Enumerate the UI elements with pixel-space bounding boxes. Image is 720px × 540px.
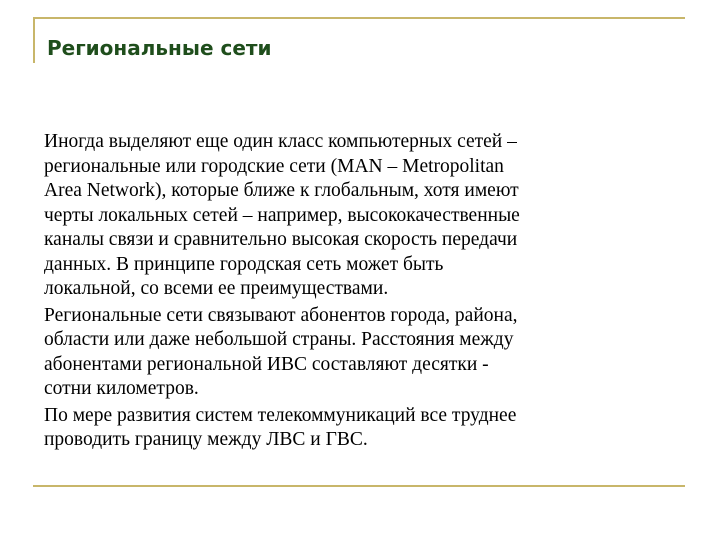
paragraph-regional-coverage <box>44 304 684 402</box>
text-line: Area Network), которые ближе к глобальным, хотя имеют <box>44 180 519 201</box>
text-line: каналы связи и сравнительно высокая скорость передачи <box>44 229 518 250</box>
slide-body <box>44 130 684 455</box>
text-line: данных. В принципе городская сеть может быть <box>44 253 444 275</box>
left-accent-rule <box>33 17 35 63</box>
paragraph-lan-wan-boundary <box>44 404 684 453</box>
paragraph-man-definition <box>44 130 684 302</box>
text-line: локальной, со всеми ее преимуществами. <box>44 278 389 299</box>
text-line: проводить границу между ЛВС и ГВС. <box>44 429 368 450</box>
slide-title: Региональные сети <box>47 36 272 60</box>
text-line: региональные или городские сети (MAN – Metropolitan <box>44 155 504 177</box>
text-line: Региональные сети связывают абонентов города, района, <box>44 304 518 326</box>
bottom-rule <box>33 485 685 487</box>
text-line: черты локальных сетей – например, высококачественные <box>44 204 520 226</box>
text-line: абонентами региональной ИВС составляют десятки - <box>44 353 489 375</box>
text-line: сотни километров. <box>44 378 199 399</box>
text-line: По мере развития систем телекоммуникаций все труднее <box>44 404 517 426</box>
text-line: области или даже небольшой страны. Расстояния между <box>44 329 514 350</box>
top-rule <box>33 17 685 19</box>
text-line: Иногда выделяют еще один класс компьютерных сетей – <box>44 131 517 152</box>
